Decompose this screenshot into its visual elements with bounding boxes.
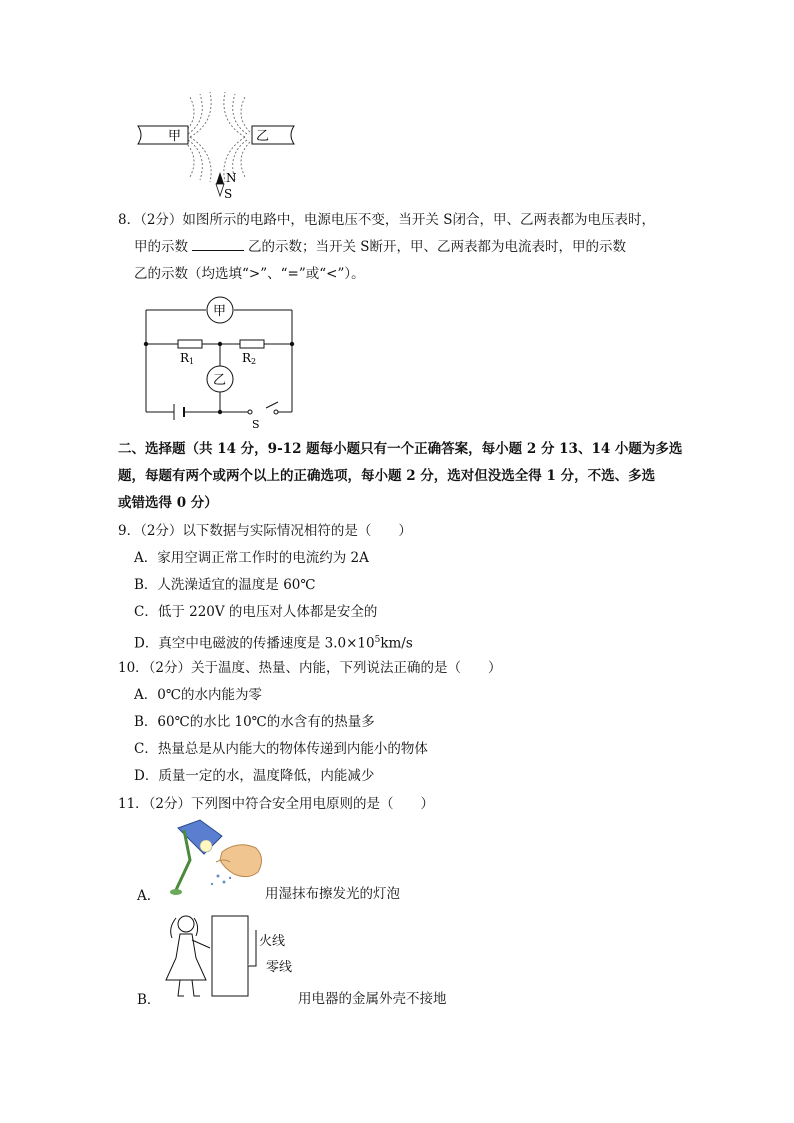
q9-option-d-text: D．真空中电磁波的传播速度是 3.0×10	[134, 635, 375, 652]
compass-needle-icon	[216, 172, 224, 196]
neutral-wire-label: 零线	[266, 960, 293, 975]
q8-line2	[134, 238, 626, 256]
q10-stem: 10．（2分）关于温度、热量、内能，下列说法正确的是（ ）	[118, 660, 502, 676]
switch-icon	[248, 410, 278, 414]
q11-option-a-caption: 用湿抹布擦发光的灯泡	[265, 886, 400, 902]
section2-line1: 二、选择题（共 14 分，9-12 题每小题只有一个正确答案，每小题 2 分 13、14 小题为多选	[118, 441, 683, 457]
needle-n-label: N	[226, 171, 237, 185]
q11-stem: 11．（2分）下列图中符合安全用电原则的是（ ）	[118, 796, 435, 812]
resistor-r1	[178, 340, 202, 348]
section2-line3: 或错选得 0 分）	[118, 495, 218, 511]
r1-label: R1	[180, 351, 195, 366]
q10-option-b[interactable]: B．60℃的水比 10℃的水含有的热量多	[134, 714, 375, 730]
magnet-figure	[130, 92, 310, 202]
live-wire-label: 火线	[259, 934, 286, 949]
meter-2-label: 乙	[213, 373, 227, 388]
q8-line1: 8．（2分）如图所示的电路中，电源电压不变，当开关 S闭合，甲、乙两表都为电压表时，	[118, 212, 655, 228]
q9-option-d[interactable]	[134, 631, 413, 653]
q11-option-a-label[interactable]: A．	[137, 888, 161, 904]
q10-option-a[interactable]: A．0℃的水内能为零	[134, 687, 262, 703]
q10-option-c[interactable]: C．热量总是从内能大的物体传递到内能小的物体	[134, 741, 428, 757]
q11-option-a-image	[160, 818, 270, 898]
q8-answer-blank[interactable]	[192, 238, 244, 251]
r2-label: R2	[242, 351, 257, 366]
girl-figure-icon	[166, 916, 210, 996]
q9-option-a[interactable]: A．家用空调正常工作时的电流约为 2A	[134, 550, 369, 566]
left-magnet-label: 甲	[168, 129, 182, 144]
section2-line2: 题，每题有两个或两个以上的正确选项，每小题 2 分，选对但没选全得 1 分，不选、多选	[118, 468, 656, 484]
q9-stem: 9．（2分）以下数据与实际情况相符的是（ ）	[118, 523, 412, 539]
q11-option-b-caption: 用电器的金属外壳不接地	[298, 991, 447, 1007]
q9-option-d-unit: km/s	[380, 635, 413, 652]
circuit-diagram	[140, 292, 300, 430]
meter-1-label: 甲	[213, 304, 227, 319]
appliance-icon	[212, 916, 256, 996]
q9-option-c[interactable]: C．低于 220V 的电压对人体都是安全的	[134, 604, 378, 620]
q8-line2-part-a: 甲的示数	[134, 239, 188, 255]
resistor-r2	[240, 340, 264, 348]
q11-option-b-image	[160, 910, 270, 1002]
desk-lamp-icon	[170, 820, 222, 895]
battery-icon	[174, 404, 184, 420]
water-drops	[211, 875, 231, 886]
q8-line3: 乙的示数（均选填“>”、“=”或“<”）。	[134, 266, 365, 282]
q11-option-b-label[interactable]: B．	[137, 992, 161, 1008]
hand-with-cloth-icon	[216, 845, 262, 877]
q9-option-d-exponent: 5	[374, 635, 381, 645]
q10-option-d[interactable]: D．质量一定的水，温度降低，内能减少	[134, 768, 375, 784]
q9-option-b[interactable]: B．人洗澡适宜的温度是 60℃	[134, 577, 316, 593]
switch-label: S	[252, 418, 260, 430]
q8-line2-part-b: 乙的示数；当开关 S断开，甲、乙两表都为电流表时，甲的示数	[248, 239, 627, 255]
right-magnet-label: 乙	[256, 129, 270, 144]
needle-s-label: S	[224, 187, 233, 201]
